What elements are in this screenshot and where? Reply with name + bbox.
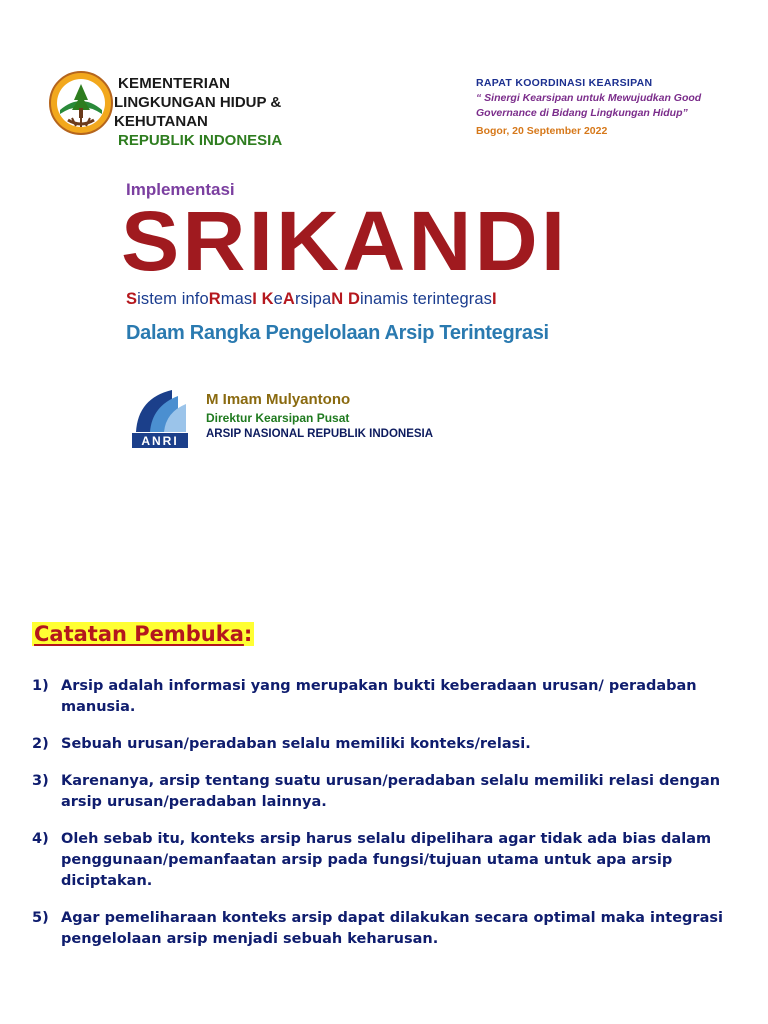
list-item-number: 5) (32, 910, 49, 926)
author-name: M Imam Mulyantono (206, 391, 351, 408)
klhk-seal-icon (48, 70, 114, 136)
notes-list (32, 676, 738, 966)
meeting-title: RAPAT KOORDINASI KEARSIPAN (476, 77, 653, 89)
acronym-letter: I (492, 290, 497, 308)
acronym-letter: K (261, 290, 274, 308)
author-role: Direktur Kearsipan Pusat (206, 411, 350, 425)
ministry-header (48, 68, 348, 149)
meeting-theme: “ Sinergi Kearsipan untuk Mewujudkan Good Governance di Bidang Lingkungan Hidup” (476, 92, 702, 119)
title-kicker: Implementasi (126, 180, 235, 199)
list-item-number: 2) (32, 736, 49, 752)
acronym-letter: A (282, 290, 295, 308)
acronym-letter: D (347, 290, 360, 308)
list-item (32, 829, 738, 892)
author-block (206, 391, 433, 440)
meeting-info (476, 76, 756, 139)
list-item (32, 676, 738, 718)
title-subtitle: Dalam Rangka Pengelolaan Arsip Terintegrasi (126, 322, 549, 344)
meeting-place-date: Bogor, 20 September 2022 (476, 125, 608, 137)
ministry-line-2: LINGKUNGAN HIDUP & KEHUTANAN (114, 94, 282, 130)
list-item (32, 908, 738, 950)
list-item (32, 734, 738, 755)
acronym-text: istem info (137, 290, 209, 308)
anri-logo-text: ANRI (141, 434, 179, 448)
notes-heading-colon: : (243, 622, 253, 646)
ministry-line-1: KEMENTERIAN (118, 75, 231, 92)
list-item-number: 1) (32, 678, 49, 694)
acronym-letter: S (126, 290, 138, 308)
list-item-text: Karenanya, arsip tentang suatu urusan/peradaban selalu memiliki relasi dengan arsip urusan/peradaban lainnya. (61, 773, 721, 810)
list-item-number: 3) (32, 773, 49, 789)
notes-heading-text: Catatan Pembuka (34, 622, 244, 646)
list-item-text: Agar pemeliharaan konteks arsip dapat dilakukan secara optimal maka integrasi pengelolaan arsip menjadi sebuah keharusan. (61, 910, 723, 947)
acronym-letter: I (252, 290, 257, 308)
list-item-number: 4) (32, 831, 49, 847)
list-item-text: Arsip adalah informasi yang merupakan bukti keberadaan urusan/ peradaban manusia. (61, 678, 697, 715)
author-institution: ARSIP NASIONAL REPUBLIK INDONESIA (206, 428, 434, 440)
list-item (32, 771, 738, 813)
acronym-text: e (273, 290, 283, 308)
anri-logo-icon (132, 388, 188, 448)
list-item-text: Sebuah urusan/peradaban selalu memiliki konteks/relasi. (61, 736, 531, 752)
notes-heading (32, 622, 254, 646)
acronym-text: rsipa (294, 290, 332, 308)
srikandi-acronym (126, 290, 497, 309)
ministry-line-3: REPUBLIK INDONESIA (118, 132, 283, 149)
acronym-letter: R (208, 290, 221, 308)
list-item-text: Oleh sebab itu, konteks arsip harus selalu dipelihara agar tidak ada bias dalam penggunaan/pemanfaatan arsip pada fungsi/tujuan utama untuk apa arsip diciptakan. (61, 831, 712, 889)
acronym-text: mas (220, 290, 253, 308)
srikandi-title: SRIKANDI (121, 194, 569, 288)
acronym-letter: N (331, 290, 344, 308)
acronym-text: inamis terintegras (359, 290, 492, 308)
